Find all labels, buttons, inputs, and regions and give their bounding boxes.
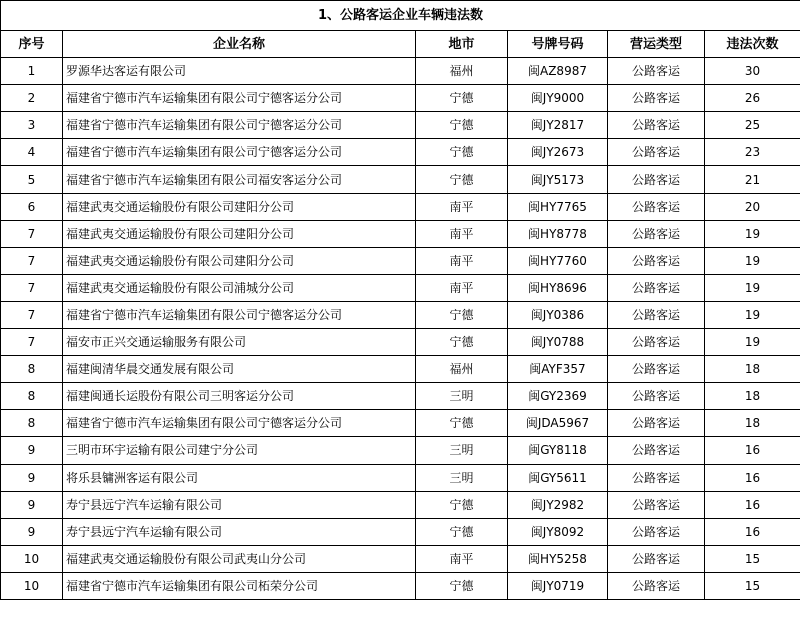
row-company: 福建省宁德市汽车运输集团有限公司福安客运分公司 [63,166,416,193]
row-violation-count: 19 [705,329,800,356]
table-row [1,247,800,274]
row-city: 南平 [416,247,508,274]
row-violation-count: 19 [705,274,800,301]
row-city: 宁德 [416,518,508,545]
row-city: 三明 [416,437,508,464]
row-operation-type: 公路客运 [608,301,705,328]
row-plate: 闽GY5611 [508,464,608,491]
row-plate: 闽JY2673 [508,139,608,166]
table-row [1,491,800,518]
row-plate: 闽HY5258 [508,545,608,572]
row-company: 福建武夷交通运输股份有限公司建阳分公司 [63,247,416,274]
row-plate: 闽JY0788 [508,329,608,356]
row-violation-count: 16 [705,464,800,491]
row-company: 福建武夷交通运输股份有限公司建阳分公司 [63,193,416,220]
row-violation-count: 25 [705,112,800,139]
row-plate: 闽JY5173 [508,166,608,193]
table-row [1,410,800,437]
row-city: 南平 [416,220,508,247]
row-seq: 7 [1,274,63,301]
row-seq: 2 [1,85,63,112]
table-title: 1、公路客运企业车辆违法数 [1,1,800,31]
row-operation-type: 公路客运 [608,491,705,518]
table-row [1,193,800,220]
row-seq: 9 [1,491,63,518]
row-plate: 闽JY2982 [508,491,608,518]
row-operation-type: 公路客运 [608,58,705,85]
header-violation-count: 违法次数 [705,31,800,58]
row-city: 宁德 [416,85,508,112]
row-operation-type: 公路客运 [608,166,705,193]
table-row [1,301,800,328]
row-violation-count: 16 [705,437,800,464]
row-seq: 3 [1,112,63,139]
row-plate: 闽HY7760 [508,247,608,274]
row-violation-count: 19 [705,220,800,247]
row-operation-type: 公路客运 [608,247,705,274]
header-company: 企业名称 [63,31,416,58]
row-violation-count: 23 [705,139,800,166]
row-city: 宁德 [416,166,508,193]
row-violation-count: 30 [705,58,800,85]
row-operation-type: 公路客运 [608,383,705,410]
row-operation-type: 公路客运 [608,410,705,437]
row-seq: 7 [1,301,63,328]
row-city: 宁德 [416,491,508,518]
row-plate: 闽JY8092 [508,518,608,545]
row-violation-count: 21 [705,166,800,193]
row-operation-type: 公路客运 [608,572,705,599]
row-violation-count: 26 [705,85,800,112]
row-company: 三明市环宇运输有限公司建宁分公司 [63,437,416,464]
row-seq: 6 [1,193,63,220]
row-city: 宁德 [416,329,508,356]
row-seq: 4 [1,139,63,166]
row-plate: 闽AYF357 [508,356,608,383]
header-row [1,31,800,58]
table-row [1,356,800,383]
row-violation-count: 16 [705,518,800,545]
row-city: 宁德 [416,301,508,328]
header-operation-type: 营运类型 [608,31,705,58]
row-plate: 闽HY8778 [508,220,608,247]
row-plate: 闽JY0386 [508,301,608,328]
row-seq: 9 [1,437,63,464]
row-seq: 8 [1,356,63,383]
row-plate: 闽JY0719 [508,572,608,599]
row-seq: 8 [1,383,63,410]
row-plate: 闽GY2369 [508,383,608,410]
row-seq: 10 [1,545,63,572]
table-row [1,545,800,572]
row-company: 福建省宁德市汽车运输集团有限公司宁德客运分公司 [63,139,416,166]
table-row [1,274,800,301]
row-violation-count: 20 [705,193,800,220]
row-violation-count: 16 [705,491,800,518]
row-violation-count: 18 [705,410,800,437]
row-company: 福建省宁德市汽车运输集团有限公司宁德客运分公司 [63,112,416,139]
header-plate: 号牌号码 [508,31,608,58]
row-company: 寿宁县远宁汽车运输有限公司 [63,518,416,545]
table-row [1,166,800,193]
row-company: 福建省宁德市汽车运输集团有限公司宁德客运分公司 [63,410,416,437]
row-plate: 闽HY8696 [508,274,608,301]
row-company: 福建武夷交通运输股份有限公司建阳分公司 [63,220,416,247]
table-row [1,518,800,545]
table-row [1,112,800,139]
row-violation-count: 15 [705,545,800,572]
row-operation-type: 公路客运 [608,518,705,545]
row-seq: 1 [1,58,63,85]
row-city: 三明 [416,383,508,410]
row-seq: 9 [1,464,63,491]
header-seq: 序号 [1,31,63,58]
row-plate: 闽JY2817 [508,112,608,139]
row-operation-type: 公路客运 [608,274,705,301]
row-operation-type: 公路客运 [608,112,705,139]
row-operation-type: 公路客运 [608,193,705,220]
row-seq: 9 [1,518,63,545]
row-company: 福建省宁德市汽车运输集团有限公司宁德客运分公司 [63,85,416,112]
row-plate: 闽JY9000 [508,85,608,112]
row-operation-type: 公路客运 [608,356,705,383]
row-violation-count: 19 [705,301,800,328]
row-violation-count: 18 [705,383,800,410]
table-row [1,58,800,85]
row-company: 福建省宁德市汽车运输集团有限公司宁德客运分公司 [63,301,416,328]
row-company: 福建武夷交通运输股份有限公司武夷山分公司 [63,545,416,572]
row-plate: 闽GY8118 [508,437,608,464]
row-operation-type: 公路客运 [608,139,705,166]
table-row [1,139,800,166]
row-company: 将乐县镛洲客运有限公司 [63,464,416,491]
row-seq: 7 [1,329,63,356]
row-operation-type: 公路客运 [608,545,705,572]
row-company: 福建闽通长运股份有限公司三明客运分公司 [63,383,416,410]
row-company: 福建闽清华晨交通发展有限公司 [63,356,416,383]
row-city: 宁德 [416,410,508,437]
row-city: 南平 [416,193,508,220]
table-body [1,58,800,600]
row-city: 三明 [416,464,508,491]
table-row [1,85,800,112]
row-city: 福州 [416,58,508,85]
row-seq: 7 [1,247,63,274]
row-violation-count: 15 [705,572,800,599]
row-company: 福建省宁德市汽车运输集团有限公司柘荣分公司 [63,572,416,599]
row-violation-count: 18 [705,356,800,383]
row-city: 宁德 [416,112,508,139]
row-seq: 7 [1,220,63,247]
row-company: 福安市正兴交通运输服务有限公司 [63,329,416,356]
table-row [1,329,800,356]
row-company: 福建武夷交通运输股份有限公司浦城分公司 [63,274,416,301]
row-operation-type: 公路客运 [608,464,705,491]
row-seq: 5 [1,166,63,193]
header-city: 地市 [416,31,508,58]
row-company: 寿宁县远宁汽车运输有限公司 [63,491,416,518]
title-row [1,1,800,31]
table-row [1,572,800,599]
row-plate: 闽AZ8987 [508,58,608,85]
row-seq: 8 [1,410,63,437]
table-row [1,383,800,410]
row-violation-count: 19 [705,247,800,274]
row-city: 宁德 [416,572,508,599]
row-city: 南平 [416,545,508,572]
table-row [1,464,800,491]
row-seq: 10 [1,572,63,599]
row-city: 宁德 [416,139,508,166]
row-plate: 闽JDA5967 [508,410,608,437]
row-city: 南平 [416,274,508,301]
row-operation-type: 公路客运 [608,437,705,464]
row-company: 罗源华达客运有限公司 [63,58,416,85]
row-operation-type: 公路客运 [608,329,705,356]
table-row [1,220,800,247]
row-plate: 闽HY7765 [508,193,608,220]
row-operation-type: 公路客运 [608,220,705,247]
row-city: 福州 [416,356,508,383]
row-operation-type: 公路客运 [608,85,705,112]
table-row [1,437,800,464]
